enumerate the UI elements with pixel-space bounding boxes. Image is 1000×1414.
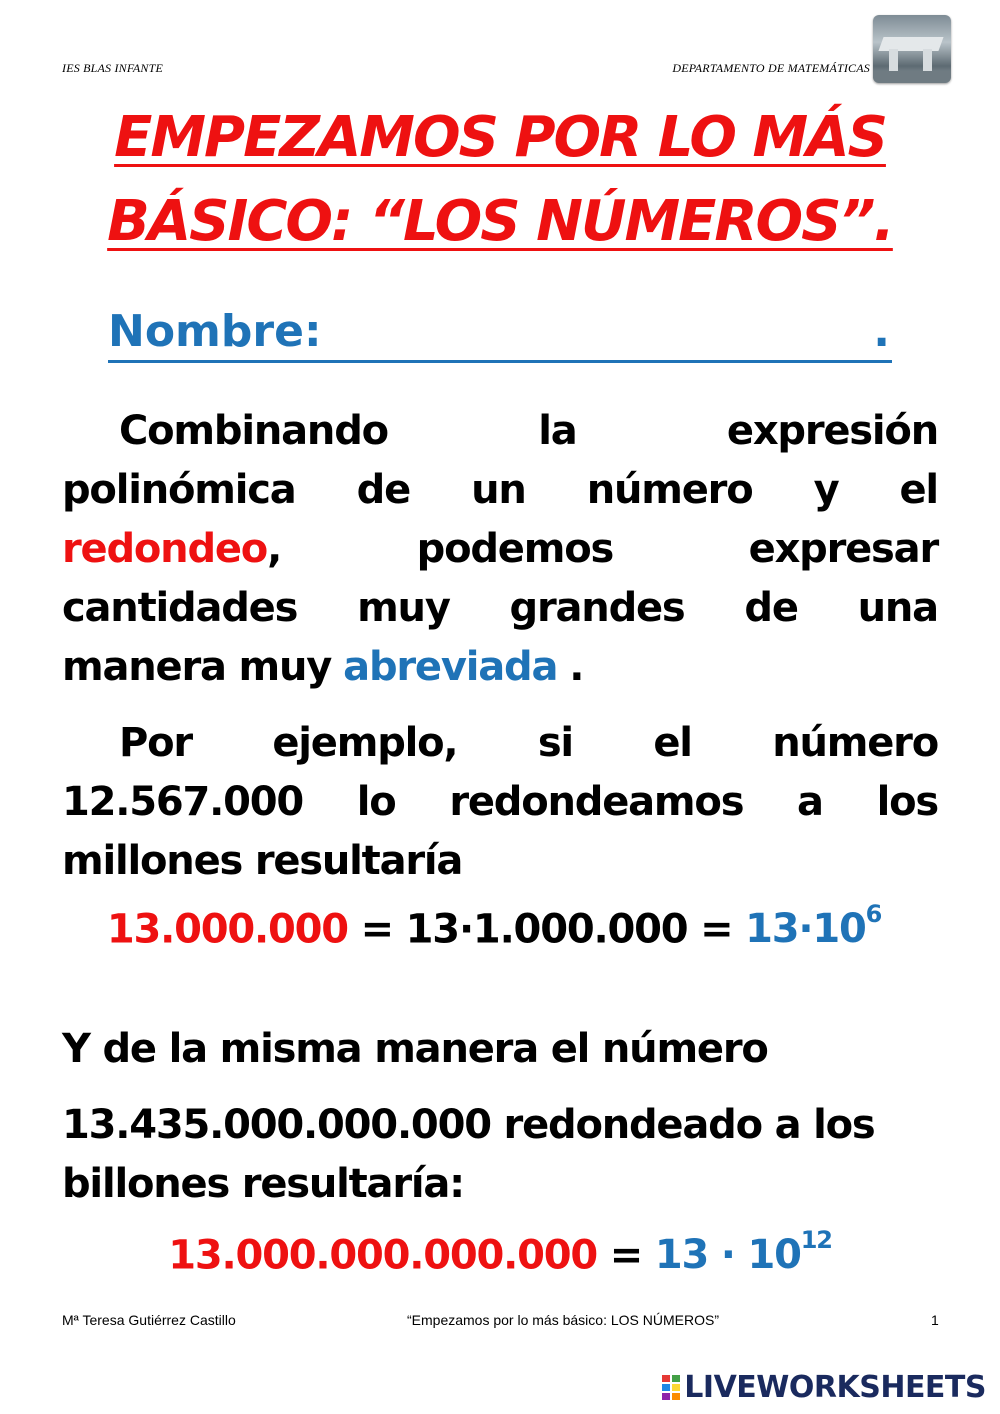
- p1-line4: cantidades muy grandes de una: [62, 585, 938, 631]
- logo-block-2: [672, 1375, 680, 1382]
- p1-line5: manera muy abreviada .: [62, 644, 584, 690]
- header-department: DEPARTAMENTO DE MATEMÁTICAS: [672, 61, 870, 75]
- abreviada-term: abreviada: [343, 644, 558, 690]
- header-school: IES BLAS INFANTE: [62, 61, 163, 75]
- eq2-middle: =: [597, 1232, 655, 1279]
- school-logo: [873, 15, 951, 83]
- footer-author: Mª Teresa Gutiérrez Castillo: [62, 1312, 236, 1328]
- p1-line3: redondeo, podemos expresar: [62, 526, 938, 572]
- name-end-dot: .: [873, 306, 890, 357]
- eq1-power: $13\cdot 10^6$: [745, 900, 882, 953]
- paragraph-3-cont: [62, 1096, 938, 1214]
- name-label: Nombre:: [108, 306, 322, 357]
- footer-page-number: 1: [931, 1312, 939, 1328]
- p3-line1: Y de la misma manera el número: [62, 1026, 768, 1072]
- paragraph-1: [62, 402, 938, 697]
- equation-1: [0, 900, 994, 953]
- eq2-power: $13 \cdot 10^{12}$: [654, 1226, 832, 1279]
- logo-block-4: [672, 1384, 680, 1391]
- p2-line2: 12.567.000 lo redondeamos a los: [62, 779, 938, 825]
- p3-line2: 13.435.000.000.000 redondeado a los: [62, 1102, 875, 1148]
- p2-line3: millones resultaría: [62, 838, 463, 884]
- redondeo-term: redondeo: [62, 526, 268, 572]
- paragraph-2: [62, 714, 938, 891]
- logo-block-1: [662, 1375, 670, 1382]
- liveworksheets-logo-icon: [662, 1375, 680, 1400]
- p2-line1: Por ejemplo, si el número: [119, 720, 938, 766]
- eq1-rounded: 13.000.000: [106, 906, 348, 953]
- liveworksheets-brand[interactable]: [662, 1370, 986, 1405]
- p3-line3: billones resultaría:: [62, 1161, 464, 1207]
- page-title-line2: BÁSICO: “LOS NÚMEROS”.: [107, 189, 893, 254]
- name-field[interactable]: [108, 304, 892, 363]
- logo-block-5: [662, 1393, 670, 1400]
- footer-doc-title: “Empezamos por lo más básico: LOS NÚMEROS”: [407, 1312, 719, 1328]
- page-title-line1: EMPEZAMOS POR LO MÁS: [114, 105, 886, 170]
- paragraph-3: [62, 1020, 938, 1079]
- p1-line2: polinómica de un número y el: [62, 467, 938, 513]
- brand-name: LIVEWORKSHEETS: [684, 1370, 986, 1405]
- logo-block-3: [662, 1384, 670, 1391]
- eq2-rounded: 13.000.000.000.000: [168, 1232, 598, 1279]
- eq1-middle: = 13·1.000.000 =: [347, 906, 746, 953]
- p1-line1: Combinando la expresión: [119, 408, 938, 454]
- equation-2: [0, 1226, 1000, 1279]
- logo-block-6: [672, 1393, 680, 1400]
